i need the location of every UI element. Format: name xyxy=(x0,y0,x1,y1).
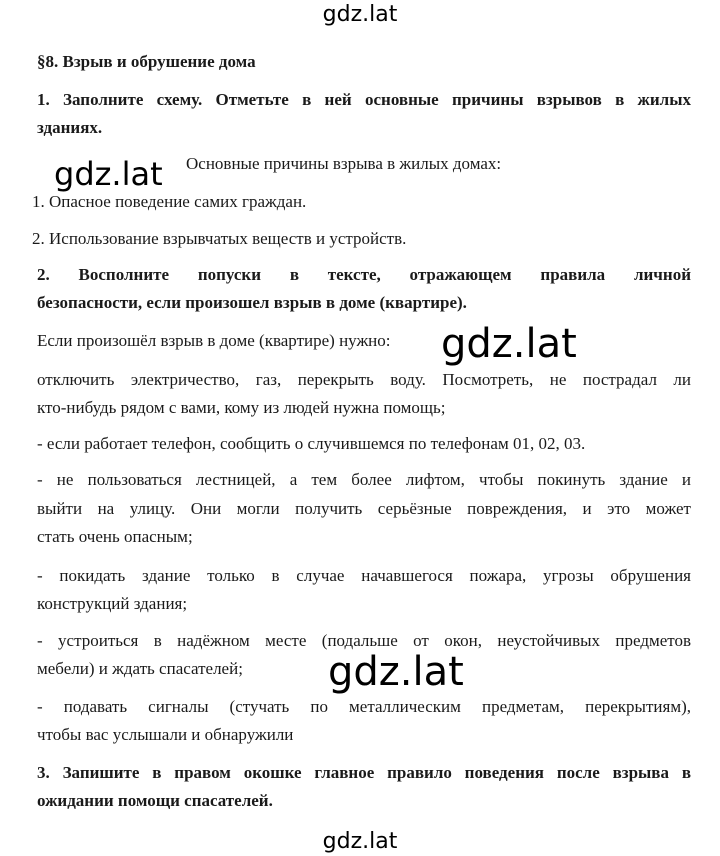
section-title: §8. Взрыв и обрушение дома xyxy=(37,52,256,71)
question-1-line-2: зданиях. xyxy=(37,118,103,137)
watermark-bottom: gdz.lat xyxy=(322,829,398,854)
answer-p3-line-1: - не пользоваться лестницей, а тем более лифтом, чтобы покинуть здание и xyxy=(37,470,691,489)
answer-p4-line-2: конструкций здания; xyxy=(37,594,188,613)
question-1-line-1: 1. Заполните схему. Отметьте в ней основные причины взрывов в жилых xyxy=(37,90,691,109)
cause-item-2: 2. Использование взрывчатых веществ и устройств. xyxy=(32,229,407,248)
watermark-mid-3: gdz.lat xyxy=(328,649,464,695)
answer-p6-line-1: - подавать сигналы (стучать по металлическим предметам, перекрытиям), xyxy=(37,697,691,716)
answer-p3-line-2: выйти на улицу. Они могли получить серьёзные повреждения, и это может xyxy=(37,499,691,518)
scheme-title: Основные причины взрыва в жилых домах: xyxy=(186,154,502,173)
cause-item-1: 1. Опасное поведение самих граждан. xyxy=(32,192,307,211)
question-3-line-1: 3. Запишите в правом окошке главное правило поведения после взрыва в xyxy=(37,763,691,782)
answer-intro: Если произошёл взрыв в доме (квартире) нужно: xyxy=(37,331,391,350)
question-2-line-2: безопасности, если произошел взрыв в доме (квартире). xyxy=(37,293,467,312)
answer-p4-line-1: - покидать здание только в случае начавшегося пожара, угрозы обрушения xyxy=(37,566,691,585)
answer-p5-line-1: - устроиться в надёжном месте (подальше от окон, неустойчивых предметов xyxy=(37,631,691,650)
answer-p5-line-2: мебели) и ждать спасателей; xyxy=(37,659,243,678)
watermark-top: gdz.lat xyxy=(322,2,398,27)
question-3-line-2: ожидании помощи спасателей. xyxy=(37,791,273,810)
watermark-mid-2: gdz.lat xyxy=(441,321,577,367)
answer-p6-line-2: чтобы вас услышали и обнаружили xyxy=(37,725,294,744)
watermark-mid-1: gdz.lat xyxy=(52,158,167,190)
answer-p3-line-3: стать очень опасным; xyxy=(37,527,193,546)
answer-p1-line-2: кто-нибудь рядом с вами, кому из людей нужна помощь; xyxy=(37,398,446,417)
answer-p1-line-1: отключить электричество, газ, перекрыть воду. Посмотреть, не пострадал ли xyxy=(37,370,691,389)
answer-p2: - если работает телефон, сообщить о случившемся по телефонам 01, 02, 03. xyxy=(37,434,586,453)
question-2-line-1: 2. Восполните попуски в тексте, отражающем правила личной xyxy=(37,265,691,284)
